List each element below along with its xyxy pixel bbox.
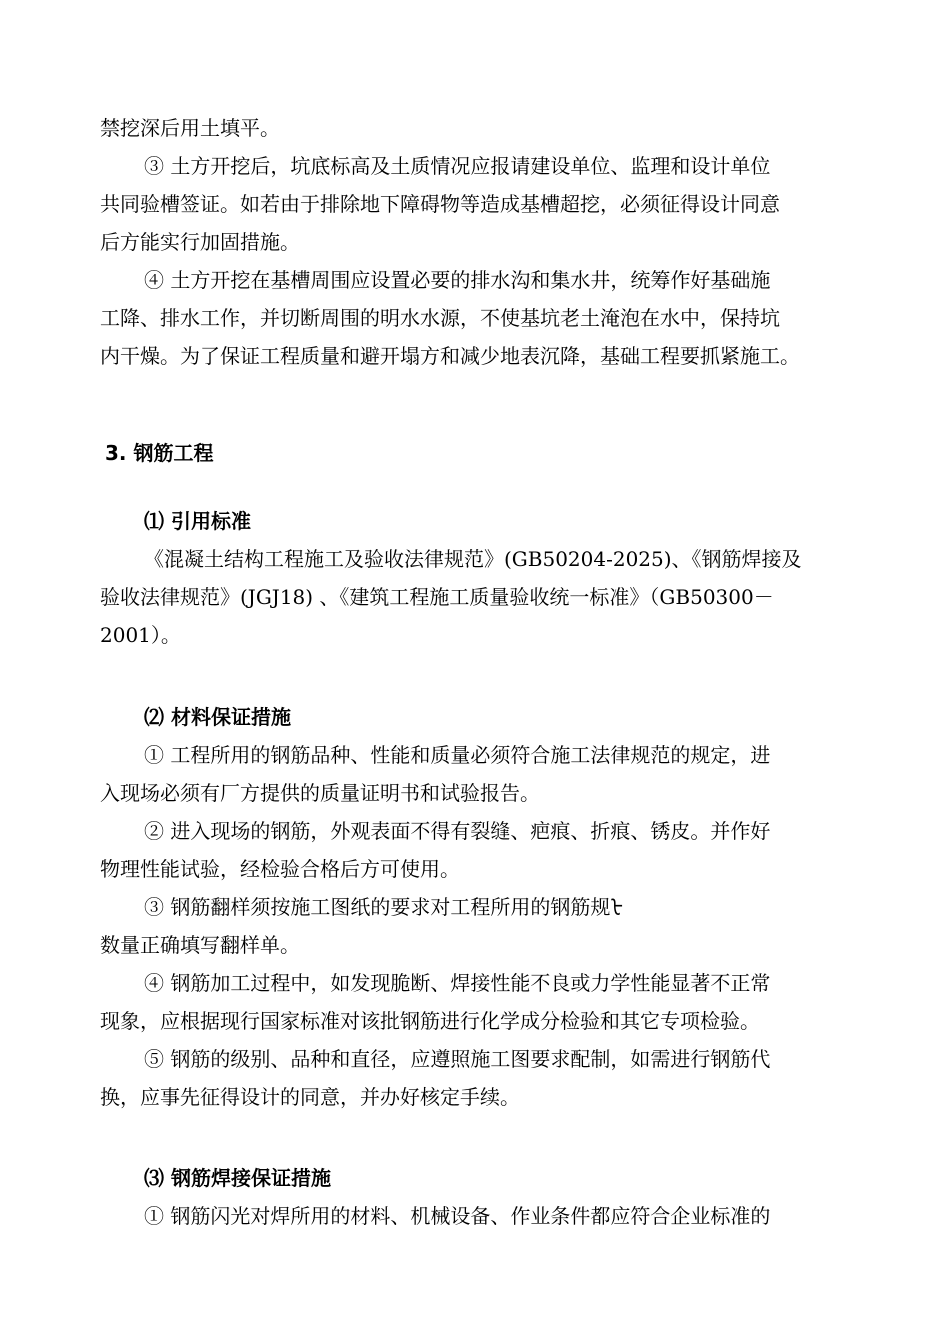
paragraph-line: 验收法律规范》(JGJ18) 、《建筑工程施工质量验收统一标准》（GB50300－ [100,585,774,609]
paragraph-line: ④ 土方开挖在基槽周围应设置必要的排水沟和集水井，统筹作好基础施 [144,268,771,292]
list-item-line: 现象，应根据现行国家标准对该批钢筋进行化学成分检验和其它专项检验。 [100,1009,760,1033]
list-item-line: ① 工程所用的钢筋品种、性能和质量必须符合施工法律规范的规定，进 [144,743,771,767]
list-item-line: ① 钢筋闪光对焊所用的材料、机械设备、作业条件都应符合企业标准的 [144,1204,771,1228]
list-item-line: ③ 钢筋翻样须按施工图纸的要求对工程所用的钢筋规ᡶ [144,895,623,919]
list-item-line: 数量正确填写翻样单。 [100,933,300,957]
paragraph-line: 禁挖深后用土填平。 [100,116,280,140]
paragraph-line: 共同验槽签证。如若由于排除地下障碍物等造成基槽超挖，必须征得设计同意 [100,192,780,216]
list-item-line: ② 进入现场的钢筋，外观表面不得有裂缝、疤痕、折痕、锈皮。并作好 [144,819,771,843]
list-item-line: ⑤ 钢筋的级别、品种和直径，应遵照施工图要求配制，如需进行钢筋代 [144,1047,771,1071]
subsection-heading: ⑴ 引用标准 [144,509,251,533]
paragraph-line: 《混凝土结构工程施工及验收法律规范》(GB50204-2025)、《钢筋焊接及 [144,547,802,571]
list-item-line: 换，应事先征得设计的同意，并办好核定手续。 [100,1085,520,1109]
list-item-line: 物理性能试验，经检验合格后方可使用。 [100,857,460,881]
list-item-line: ④ 钢筋加工过程中，如发现脆断、焊接性能不良或力学性能显著不正常 [144,971,771,995]
paragraph-line: 后方能实行加固措施。 [100,230,300,254]
subsection-heading: ⑶ 钢筋焊接保证措施 [144,1166,331,1190]
paragraph-line: 2001）。 [100,623,181,647]
section-heading: 3. 钢筋工程 [105,441,214,465]
paragraph-line: 内干燥。为了保证工程质量和避开塌方和减少地表沉降，基础工程要抓紧施工。 [100,344,800,368]
subsection-heading: ⑵ 材料保证措施 [144,705,291,729]
paragraph-line: ③ 土方开挖后，坑底标高及土质情况应报请建设单位、监理和设计单位 [144,154,771,178]
paragraph-line: 工降、排水工作，并切断周围的明水水源，不使基坑老土淹泡在水中，保持坑 [100,306,780,330]
list-item-line: 入现场必须有厂方提供的质量证明书和试验报告。 [100,781,540,805]
